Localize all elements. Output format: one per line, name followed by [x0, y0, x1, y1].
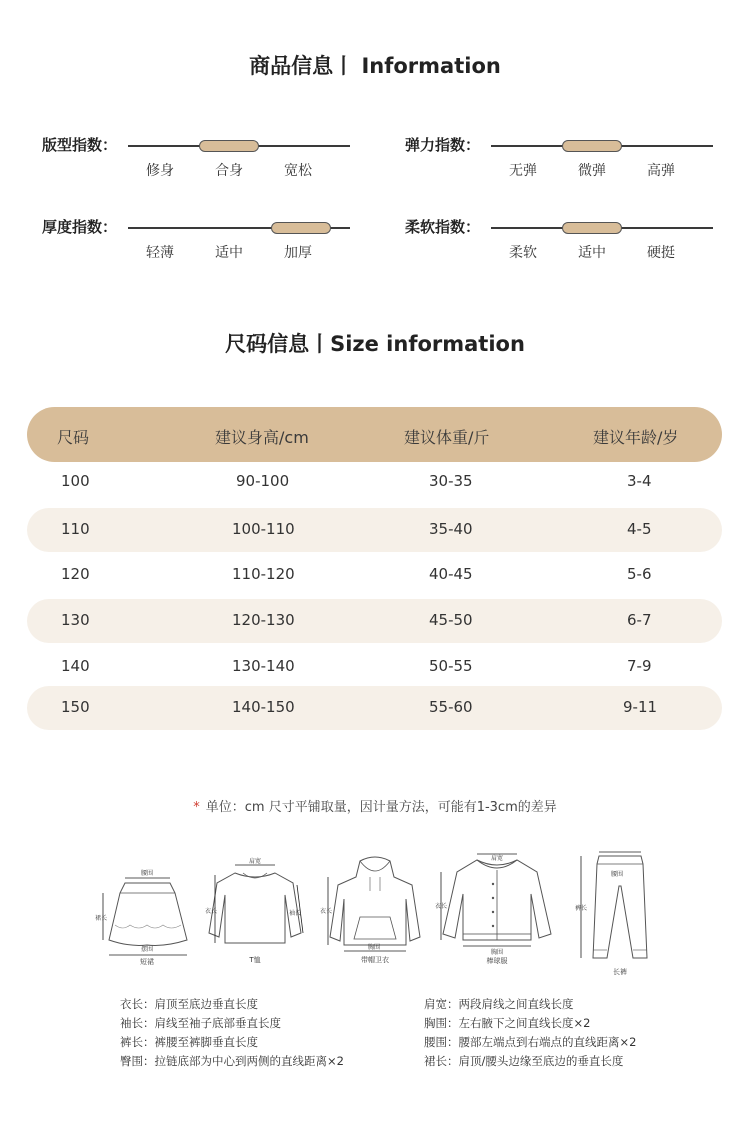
thickness-index [42, 216, 362, 276]
cell-age: 6-7 [627, 611, 652, 629]
cell-size: 130 [61, 611, 90, 629]
elasticity-index [405, 134, 725, 194]
cell-weight: 45-50 [429, 611, 473, 629]
cell-height: 120-130 [232, 611, 295, 629]
size-table-header [27, 407, 722, 462]
hoodie-icon [320, 855, 430, 965]
fit-option: 合身 [215, 163, 243, 179]
skirt-caption: 短裙 [140, 958, 154, 966]
tshirt-icon [205, 855, 305, 965]
cell-age: 5-6 [627, 565, 652, 583]
table-row [27, 599, 722, 643]
pants-caption: 长裤 [613, 968, 627, 976]
skirt-label-hem: 摆围 [141, 946, 154, 953]
definition-item: 裤长：裤腰至裤脚垂直长度 [120, 1035, 258, 1049]
definition-item: 衣长：肩顶至底边垂直长度 [120, 997, 258, 1011]
definition-item: 腰围：腰部左端点到右端点的直线距离×2 [424, 1035, 637, 1049]
fit-index-marker [199, 140, 259, 152]
pants-icon [575, 850, 665, 975]
jacket-label-shoulder: 肩宽 [491, 855, 504, 862]
thickness-index-label: 厚度指数： [42, 218, 118, 236]
cell-height: 100-110 [232, 520, 295, 538]
skirt-diagram [95, 865, 200, 965]
cell-height: 110-120 [232, 565, 295, 583]
cell-size: 120 [61, 565, 90, 583]
tshirt-diagram [205, 855, 305, 965]
pants-diagram [575, 850, 665, 980]
cell-size: 110 [61, 520, 90, 538]
hoodie-label-chest: 胸围 [368, 944, 381, 951]
fit-option: 修身 [146, 163, 174, 179]
note-star: * [193, 800, 200, 815]
softness-option: 柔软 [509, 245, 537, 261]
hoodie-diagram [320, 855, 430, 965]
cell-weight: 30-35 [429, 472, 473, 490]
tshirt-caption: T恤 [249, 956, 261, 964]
thickness-option: 适中 [215, 245, 243, 261]
product-info-title: 商品信息丨 Information [249, 54, 501, 78]
table-row [27, 645, 722, 689]
definition-item: 袖长：肩线至袖子底部垂直长度 [120, 1016, 281, 1030]
tshirt-label-length: 衣长 [205, 908, 218, 915]
cell-age: 4-5 [627, 520, 652, 538]
jacket-diagram [435, 850, 560, 965]
cell-weight: 50-55 [429, 657, 473, 675]
table-row [27, 686, 722, 730]
softness-index-label: 柔软指数： [405, 218, 481, 236]
column-header-weight: 建议体重/斤 [404, 428, 490, 447]
hoodie-caption: 带帽卫衣 [361, 956, 389, 964]
table-row [27, 553, 722, 597]
table-row [27, 460, 722, 504]
jacket-label-chest: 胸围 [491, 949, 504, 956]
size-info-title: 尺码信息丨Size information [225, 332, 525, 356]
cell-age: 7-9 [627, 657, 652, 675]
softness-option: 硬挺 [647, 245, 675, 261]
definition-item: 肩宽：两段肩线之间直线长度 [424, 997, 574, 1011]
cell-size: 150 [61, 698, 90, 716]
cell-height: 90-100 [236, 472, 290, 490]
pants-label-waist: 腰围 [611, 871, 624, 878]
column-header-size: 尺码 [57, 428, 90, 447]
hoodie-label-length: 衣长 [320, 908, 333, 915]
elasticity-index-marker [562, 140, 622, 152]
skirt-icon [95, 865, 200, 965]
softness-option: 适中 [578, 245, 606, 261]
thickness-option: 轻薄 [146, 245, 174, 261]
column-header-height: 建议身高/cm [215, 428, 309, 447]
cell-size: 140 [61, 657, 90, 675]
measurement-note [0, 796, 750, 815]
jacket-caption: 棒球服 [486, 957, 508, 965]
skirt-label-waist: 腰围 [141, 870, 154, 877]
elasticity-option: 微弹 [578, 163, 606, 179]
cell-age: 9-11 [623, 698, 658, 716]
definition-item: 裙长：肩顶/腰头边缘至底边的垂直长度 [424, 1054, 624, 1068]
jacket-label-length: 衣长 [435, 903, 448, 910]
cell-weight: 55-60 [429, 698, 473, 716]
tshirt-label-sleeve: 袖长 [289, 910, 302, 917]
fit-index-label: 版型指数： [42, 136, 118, 154]
softness-index-marker [562, 222, 622, 234]
cell-age: 3-4 [627, 472, 652, 490]
skirt-label-length: 裙长 [95, 915, 108, 922]
note-text: 单位：cm 尺寸平铺取量，因计量方法，可能有1-3cm的差异 [205, 800, 557, 815]
pants-label-length: 裤长 [575, 905, 588, 912]
fit-index [42, 134, 362, 194]
definition-item: 臀围：拉链底部为中心到两侧的直线距离×2 [120, 1054, 344, 1068]
cell-size: 100 [61, 472, 90, 490]
table-row [27, 508, 722, 552]
elasticity-option: 高弹 [647, 163, 675, 179]
fit-option: 宽松 [284, 163, 312, 179]
column-header-age: 建议年龄/岁 [593, 428, 679, 447]
elasticity-index-label: 弹力指数： [405, 136, 481, 154]
cell-height: 130-140 [232, 657, 295, 675]
cell-weight: 40-45 [429, 565, 473, 583]
softness-index [405, 216, 725, 276]
elasticity-option: 无弹 [509, 163, 537, 179]
definition-item: 胸围：左右腋下之间直线长度×2 [424, 1016, 591, 1030]
jacket-icon [435, 850, 560, 965]
thickness-option: 加厚 [284, 245, 312, 261]
cell-weight: 35-40 [429, 520, 473, 538]
cell-height: 140-150 [232, 698, 295, 716]
thickness-index-marker [271, 222, 331, 234]
tshirt-label-shoulder: 肩宽 [249, 858, 262, 865]
